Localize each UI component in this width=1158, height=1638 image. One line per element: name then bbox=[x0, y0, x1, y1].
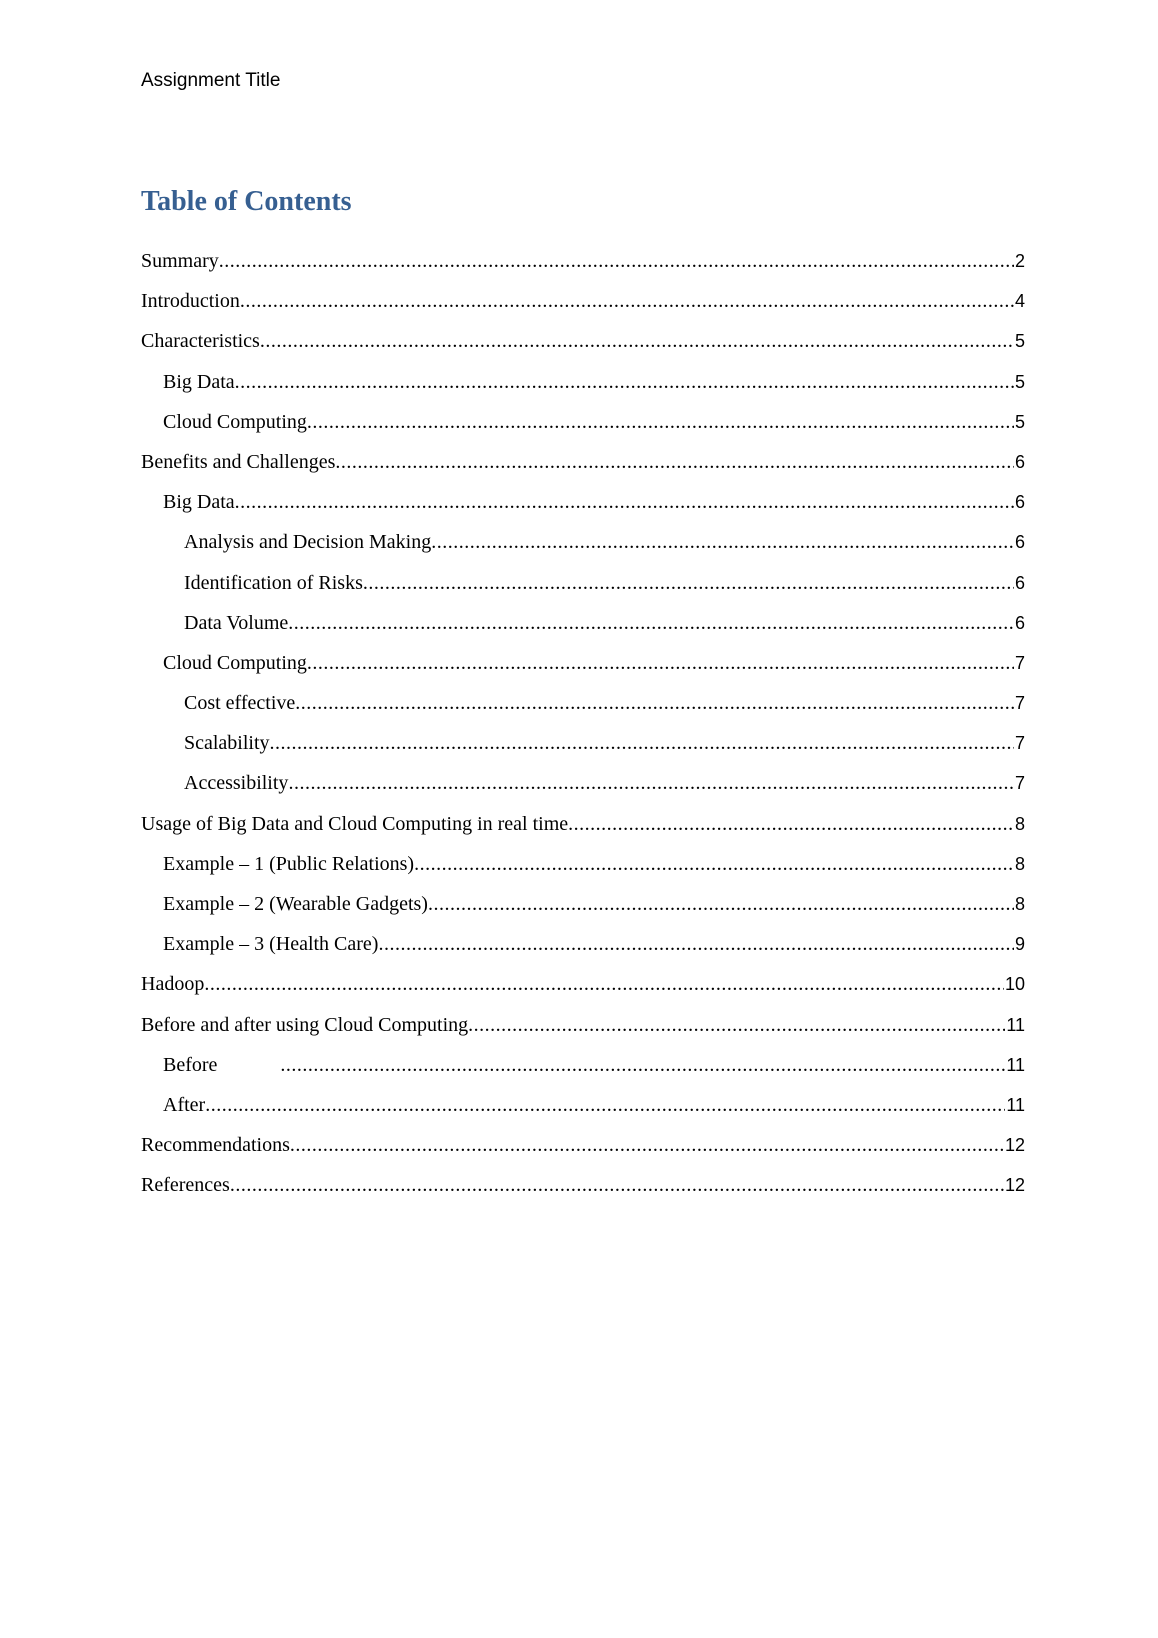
toc-dot-leader bbox=[260, 330, 1014, 353]
toc-entry-label: Introduction bbox=[141, 290, 240, 313]
toc-page-number: 12 bbox=[1004, 1175, 1025, 1196]
toc-dot-leader bbox=[414, 853, 1014, 876]
toc-page-number: 5 bbox=[1014, 371, 1025, 392]
toc-dot-leader bbox=[230, 1174, 1004, 1197]
toc-entry-label: Characteristics bbox=[141, 330, 260, 353]
toc-dot-leader bbox=[428, 893, 1014, 916]
toc-entry[interactable] bbox=[141, 371, 1025, 411]
toc-dot-leader bbox=[280, 1054, 1005, 1077]
toc-entry-label: Before and after using Cloud Computing bbox=[141, 1013, 469, 1036]
toc-entry-label: Summary bbox=[141, 250, 219, 272]
toc-entry-label: Benefits and Challenges bbox=[141, 450, 336, 473]
toc-page-number: 8 bbox=[1014, 894, 1025, 914]
toc-entry-label: Accessibility bbox=[184, 772, 289, 795]
toc-dot-leader bbox=[235, 491, 1014, 514]
toc-entry[interactable] bbox=[141, 692, 1025, 732]
toc-entry[interactable] bbox=[141, 732, 1025, 772]
toc-entry[interactable] bbox=[141, 1174, 1025, 1214]
toc-dot-leader bbox=[288, 612, 1014, 635]
toc-entry[interactable] bbox=[141, 1094, 1025, 1134]
toc-entry-label: Usage of Big Data and Cloud Computing in real time bbox=[141, 812, 569, 835]
toc-entry-label: Example – 2 (Wearable Gadgets) bbox=[163, 893, 428, 915]
toc-dot-leader bbox=[295, 692, 1014, 715]
toc-dot-leader bbox=[290, 1134, 1004, 1157]
toc-entry[interactable] bbox=[141, 451, 1025, 491]
toc-entry[interactable] bbox=[141, 1054, 1025, 1094]
toc-dot-leader bbox=[270, 732, 1014, 755]
toc-entry-label: Example – 1 (Public Relations) bbox=[163, 852, 415, 875]
toc-dot-leader bbox=[204, 973, 1004, 996]
toc-page-number: 6 bbox=[1014, 532, 1025, 553]
toc-entry-label: Cloud Computing bbox=[163, 410, 307, 433]
table-of-contents bbox=[141, 250, 1025, 1215]
toc-page-number: 6 bbox=[1014, 492, 1025, 513]
toc-page-number: 10 bbox=[1004, 974, 1025, 995]
toc-dot-leader bbox=[468, 1014, 1005, 1037]
toc-entry[interactable] bbox=[141, 250, 1025, 290]
toc-entry[interactable] bbox=[141, 612, 1025, 652]
toc-page-number: 6 bbox=[1014, 612, 1025, 633]
toc-entry-label: Big Data bbox=[163, 370, 235, 393]
toc-entry-label: Hadoop bbox=[141, 973, 205, 996]
toc-entry[interactable] bbox=[141, 491, 1025, 531]
toc-entry[interactable] bbox=[141, 813, 1025, 853]
toc-dot-leader bbox=[363, 572, 1014, 595]
toc-dot-leader bbox=[378, 933, 1014, 956]
toc-entry[interactable] bbox=[141, 1014, 1025, 1054]
toc-entry[interactable] bbox=[141, 853, 1025, 893]
toc-entry[interactable] bbox=[141, 772, 1025, 812]
toc-dot-leader bbox=[240, 290, 1014, 313]
toc-entry-label: Cloud Computing bbox=[163, 651, 307, 674]
toc-entry-label: Before bbox=[163, 1053, 218, 1076]
toc-dot-leader bbox=[205, 1094, 1005, 1117]
toc-entry-label: Analysis and Decision Making bbox=[184, 531, 432, 554]
toc-dot-leader bbox=[288, 772, 1014, 795]
toc-page-number: 11 bbox=[1006, 1014, 1025, 1035]
toc-entry-label: Recommendations bbox=[141, 1134, 290, 1157]
toc-page-number: 7 bbox=[1014, 733, 1025, 754]
toc-entry[interactable] bbox=[141, 572, 1025, 612]
toc-entry[interactable] bbox=[141, 973, 1025, 1013]
toc-entry-label: Identification of Risks bbox=[184, 571, 363, 594]
toc-page-number: 4 bbox=[1014, 291, 1025, 312]
toc-entry[interactable] bbox=[141, 290, 1025, 330]
toc-entry[interactable] bbox=[141, 893, 1025, 933]
toc-page-number: 2 bbox=[1014, 251, 1025, 271]
toc-entry[interactable] bbox=[141, 1134, 1025, 1174]
toc-page-number: 11 bbox=[1006, 1054, 1025, 1075]
toc-entry-label: References bbox=[141, 1174, 230, 1197]
toc-entry-label: Example – 3 (Health Care) bbox=[163, 933, 379, 956]
toc-page-number: 8 bbox=[1014, 853, 1025, 874]
toc-dot-leader bbox=[307, 652, 1014, 675]
toc-entry[interactable] bbox=[141, 652, 1025, 692]
toc-entry[interactable] bbox=[141, 531, 1025, 571]
toc-entry-label: Big Data bbox=[163, 491, 235, 514]
page-header: Assignment Title bbox=[141, 70, 281, 91]
toc-dot-leader bbox=[235, 371, 1014, 394]
toc-entry-label: After bbox=[163, 1093, 206, 1116]
toc-entry-label: Data Volume bbox=[184, 611, 289, 634]
toc-entry-label: Scalability bbox=[184, 732, 270, 755]
toc-page-number: 12 bbox=[1004, 1135, 1025, 1156]
toc-entry-label: Cost effective bbox=[184, 692, 296, 715]
toc-page-number: 11 bbox=[1006, 1094, 1025, 1115]
toc-page-number: 7 bbox=[1014, 773, 1025, 794]
toc-page-number: 6 bbox=[1014, 572, 1025, 593]
toc-heading: Table of Contents bbox=[141, 186, 352, 217]
toc-page-number: 7 bbox=[1014, 693, 1025, 714]
toc-dot-leader bbox=[307, 411, 1014, 434]
toc-page-number: 9 bbox=[1014, 934, 1025, 955]
toc-dot-leader bbox=[335, 451, 1014, 474]
toc-page-number: 5 bbox=[1014, 331, 1025, 352]
toc-dot-leader bbox=[568, 813, 1014, 836]
toc-entry[interactable] bbox=[141, 933, 1025, 973]
toc-dot-leader bbox=[431, 531, 1014, 554]
toc-entry[interactable] bbox=[141, 330, 1025, 370]
toc-entry[interactable] bbox=[141, 411, 1025, 451]
toc-page-number: 5 bbox=[1014, 411, 1025, 432]
toc-page-number: 7 bbox=[1014, 652, 1025, 673]
toc-page-number: 6 bbox=[1014, 451, 1025, 472]
toc-page-number: 8 bbox=[1014, 813, 1025, 834]
toc-dot-leader bbox=[219, 250, 1014, 273]
